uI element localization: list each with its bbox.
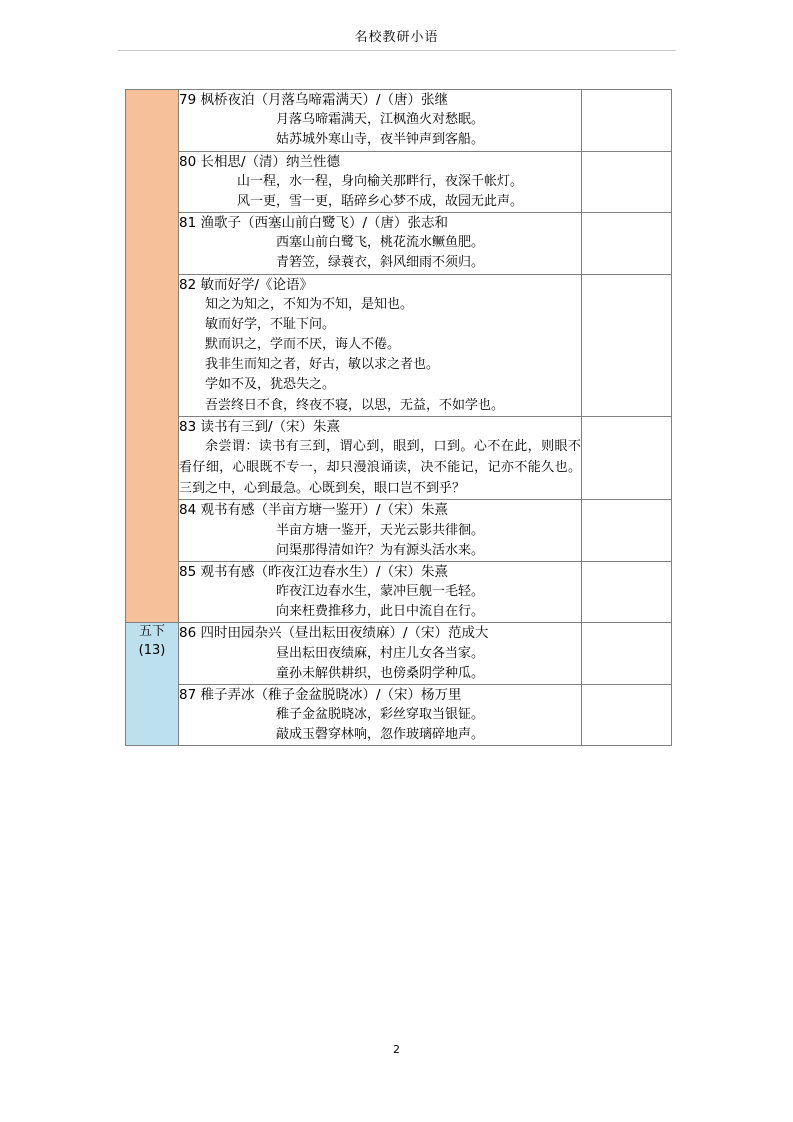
poem-cell [179, 416, 582, 500]
poem-line: 向来枉费推移力，此日中流自在行。 [275, 604, 484, 620]
grade-cell [126, 90, 179, 623]
poem-cell [179, 274, 582, 416]
poem-line: 余尝谓：读书有三到，谓心到，眼到，口到。心不在此，则眼不看仔细，心眼既不专一，却只漫浪诵读，决不能记，记亦不能久也。三到之中，心到最急。心既到矣，眼口岂不到乎？ [179, 438, 581, 496]
poem-title: 79 枫桥夜泊（月落乌啼霜满天）/（唐）张继 [179, 92, 449, 108]
note-cell[interactable] [582, 213, 672, 275]
poem-title: 81 渔歌子（西塞山前白鹭飞）/（唐）张志和 [179, 215, 449, 232]
poem-cell [179, 151, 582, 213]
table-row [126, 90, 672, 152]
grade-cell [126, 623, 179, 746]
poem-title: 80 长相思/（清）纳兰性德 [179, 153, 341, 170]
poem-line: 昨夜江边春水生，蒙冲巨舰一毛轻。 [275, 584, 484, 600]
note-cell[interactable] [582, 274, 672, 416]
note-cell[interactable] [582, 561, 672, 623]
poem-cell [179, 213, 582, 275]
poem-line: 童孙未解供耕织，也傍桑阴学种瓜。 [275, 665, 484, 681]
note-cell[interactable] [582, 151, 672, 213]
table-row [126, 416, 672, 500]
table-row [126, 151, 672, 213]
poem-cell [179, 623, 582, 685]
poem-line: 姑苏城外寒山寺，夜半钟声到客船。 [275, 132, 484, 148]
note-cell[interactable] [582, 500, 672, 562]
poem-line: 问渠那得清如许？为有源头活水来。 [275, 542, 484, 558]
note-cell[interactable] [582, 623, 672, 685]
note-cell[interactable] [582, 684, 672, 746]
poem-line: 青箬笠，绿蓑衣，斜风细雨不须归。 [275, 255, 484, 271]
header-divider [118, 50, 676, 51]
poem-line: 敲成玉磬穿林响，忽作玻璃碎地声。 [275, 727, 484, 743]
poem-title: 83 读书有三到/（宋）朱熹 [179, 418, 341, 435]
table-row [126, 561, 672, 623]
poem-line: 我非生而知之者，好古，敏以求之者也。 [205, 357, 440, 373]
poem-table [125, 89, 672, 746]
poem-cell [179, 500, 582, 562]
table-row [126, 213, 672, 275]
poem-cell [179, 684, 582, 746]
poem-title: 87 稚子弄冰（稚子金盆脱晓冰）/（宋）杨万里 [179, 686, 462, 703]
poem-line: 稚子金盆脱晓冰，彩丝穿取当银钲。 [275, 707, 484, 723]
poem-title: 86 四时田园杂兴（昼出耘田夜绩麻）/（宋）范成大 [179, 625, 489, 642]
page-number: 2 [393, 1043, 400, 1056]
poem-title: 84 观书有感（半亩方塘一鉴开）/（宋）朱熹 [179, 502, 449, 519]
note-cell[interactable] [582, 416, 672, 500]
poem-line: 吾尝终日不食，终夜不寝，以思，无益，不如学也。 [205, 397, 505, 413]
poem-line: 风一更，雪一更，聒碎乡心梦不成，故园无此声。 [236, 193, 523, 209]
poem-line: 西塞山前白鹭飞，桃花流水鳜鱼肥。 [275, 235, 484, 251]
table-row [126, 274, 672, 416]
poem-line: 敏而好学，不耻下问。 [205, 316, 336, 332]
poem-line: 默而识之，学而不厌，诲人不倦。 [205, 337, 401, 353]
poem-cell [179, 90, 582, 152]
poem-table-container [125, 89, 670, 746]
table-row [126, 684, 672, 746]
poem-cell [179, 561, 582, 623]
grade-count: (13) [138, 643, 166, 659]
poem-line: 知之为知之，不知为不知，是知也。 [205, 296, 414, 312]
poem-line: 学如不及，犹恐失之。 [205, 377, 336, 393]
poem-title: 85 观书有感（昨夜江边春水生）/（宋）朱熹 [179, 563, 449, 580]
table-row [126, 500, 672, 562]
page-header: 名校教研小语 [354, 30, 439, 45]
poem-line: 月落乌啼霜满天，江枫渔火对愁眠。 [275, 112, 484, 128]
poem-line: 山一程，水一程，身向榆关那畔行，夜深千帐灯。 [236, 173, 523, 189]
note-cell[interactable] [582, 90, 672, 152]
poem-line: 半亩方塘一鉴开，天光云影共徘徊。 [275, 522, 484, 538]
poem-title: 82 敏而好学/《论语》 [179, 276, 314, 293]
poem-line: 昼出耘田夜绩麻，村庄儿女各当家。 [275, 645, 484, 661]
table-row [126, 623, 672, 685]
grade-label: 五下 [138, 624, 165, 640]
